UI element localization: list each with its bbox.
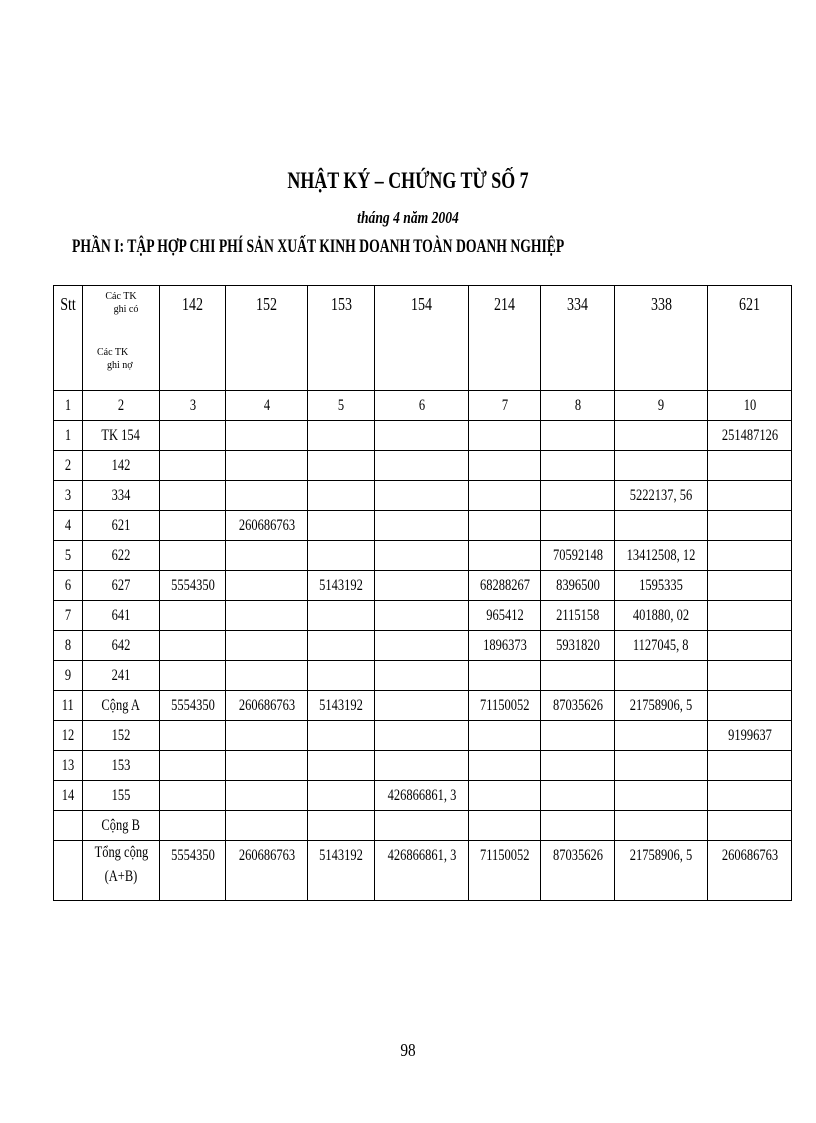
row-account: 152 <box>83 721 160 751</box>
amount-cell <box>708 511 792 541</box>
amount-cell <box>375 691 469 721</box>
row-account: 155 <box>83 781 160 811</box>
row-stt: 14 <box>54 781 83 811</box>
amount-cell <box>226 631 308 661</box>
column-number: 8 <box>541 391 615 421</box>
amount-cell <box>308 451 375 481</box>
amount-cell <box>541 421 615 451</box>
total-amount-cell: 260686763 <box>226 841 308 901</box>
row-account: 627 <box>83 571 160 601</box>
total-amount-cell: 260686763 <box>708 841 792 901</box>
amount-cell <box>375 721 469 751</box>
amount-cell <box>226 781 308 811</box>
amount-cell <box>226 751 308 781</box>
journal-table <box>53 285 792 901</box>
amount-cell: 251487126 <box>708 421 792 451</box>
amount-cell <box>226 481 308 511</box>
total-label: Tổng cộng (A+B) <box>83 841 160 901</box>
section-heading: PHẦN I: TẬP HỢP CHI PHÍ SẢN XUẤT KINH DOANH TOÀN DOANH NGHIỆP <box>72 236 565 257</box>
row-stt: 1 <box>54 421 83 451</box>
amount-cell <box>541 721 615 751</box>
account-header: 154 <box>375 286 469 391</box>
amount-cell <box>708 811 792 841</box>
amount-cell <box>708 781 792 811</box>
amount-cell <box>615 811 708 841</box>
table-row <box>54 541 792 571</box>
amount-cell <box>375 601 469 631</box>
amount-cell <box>375 481 469 511</box>
amount-cell <box>615 511 708 541</box>
column-number: 3 <box>160 391 226 421</box>
amount-cell: 1127045, 8 <box>615 631 708 661</box>
amount-cell: 5143192 <box>308 691 375 721</box>
row-stt: 8 <box>54 631 83 661</box>
amount-cell <box>308 721 375 751</box>
amount-cell: 87035626 <box>541 691 615 721</box>
amount-cell <box>469 451 541 481</box>
amount-cell <box>708 541 792 571</box>
amount-cell <box>541 811 615 841</box>
amount-cell <box>541 481 615 511</box>
amount-cell <box>308 811 375 841</box>
amount-cell <box>226 661 308 691</box>
row-stt: 6 <box>54 571 83 601</box>
table-row <box>54 421 792 451</box>
amount-cell <box>160 631 226 661</box>
amount-cell: 13412508, 12 <box>615 541 708 571</box>
row-stt: 7 <box>54 601 83 631</box>
account-header: 214 <box>469 286 541 391</box>
row-account: 641 <box>83 601 160 631</box>
table-row <box>54 781 792 811</box>
amount-cell: 401880, 02 <box>615 601 708 631</box>
amount-cell: 8396500 <box>541 571 615 601</box>
amount-cell <box>375 811 469 841</box>
credit-label: Các TK ghi có <box>105 291 139 315</box>
account-header: 142 <box>160 286 226 391</box>
total-amount-cell: 5554350 <box>160 841 226 901</box>
amount-cell <box>160 511 226 541</box>
table-row <box>54 751 792 781</box>
table-row <box>54 721 792 751</box>
table-row <box>54 451 792 481</box>
amount-cell <box>469 721 541 751</box>
column-number: 10 <box>708 391 792 421</box>
total-amount-cell: 71150052 <box>469 841 541 901</box>
table-row <box>54 511 792 541</box>
amount-cell <box>160 661 226 691</box>
table-row <box>54 481 792 511</box>
amount-cell <box>708 481 792 511</box>
amount-cell: 965412 <box>469 601 541 631</box>
amount-cell: 68288267 <box>469 571 541 601</box>
amount-cell <box>226 601 308 631</box>
column-number: 2 <box>83 391 160 421</box>
account-header: 334 <box>541 286 615 391</box>
amount-cell <box>160 781 226 811</box>
amount-cell: 71150052 <box>469 691 541 721</box>
row-stt: 2 <box>54 451 83 481</box>
amount-cell <box>226 571 308 601</box>
amount-cell <box>708 601 792 631</box>
row-account: 642 <box>83 631 160 661</box>
table-row <box>54 601 792 631</box>
table-row <box>54 691 792 721</box>
amount-cell <box>375 541 469 571</box>
amount-cell <box>615 751 708 781</box>
table-row <box>54 811 792 841</box>
amount-cell <box>469 421 541 451</box>
amount-cell <box>160 541 226 571</box>
table-row <box>54 661 792 691</box>
amount-cell <box>469 481 541 511</box>
row-stt: 12 <box>54 721 83 751</box>
row-account: 241 <box>83 661 160 691</box>
table-row <box>54 571 792 601</box>
amount-cell <box>615 661 708 691</box>
amount-cell <box>308 631 375 661</box>
amount-cell: 260686763 <box>226 511 308 541</box>
amount-cell <box>708 451 792 481</box>
amount-cell <box>226 421 308 451</box>
column-number: 1 <box>54 391 83 421</box>
amount-cell <box>308 781 375 811</box>
table-row <box>54 631 792 661</box>
amount-cell <box>615 421 708 451</box>
amount-cell <box>541 511 615 541</box>
row-stt: 5 <box>54 541 83 571</box>
amount-cell <box>308 751 375 781</box>
amount-cell <box>160 721 226 751</box>
amount-cell: 5931820 <box>541 631 615 661</box>
row-account: TK 154 <box>83 421 160 451</box>
amount-cell <box>226 811 308 841</box>
amount-cell: 1896373 <box>469 631 541 661</box>
amount-cell <box>375 631 469 661</box>
amount-cell <box>375 661 469 691</box>
document-title: NHẬT KÝ – CHỨNG TỪ SỐ 7 <box>287 168 529 193</box>
amount-cell <box>160 811 226 841</box>
amount-cell: 2115158 <box>541 601 615 631</box>
amount-cell <box>308 541 375 571</box>
amount-cell: 1595335 <box>615 571 708 601</box>
page-number: 98 <box>400 1040 416 1060</box>
amount-cell <box>160 751 226 781</box>
amount-cell <box>308 511 375 541</box>
row-account: 621 <box>83 511 160 541</box>
row-stt: 4 <box>54 511 83 541</box>
amount-cell: 5554350 <box>160 691 226 721</box>
amount-cell <box>226 541 308 571</box>
amount-cell <box>160 451 226 481</box>
row-stt <box>54 841 83 901</box>
corner-cell <box>83 286 160 391</box>
account-header: 621 <box>708 286 792 391</box>
amount-cell: 21758906, 5 <box>615 691 708 721</box>
column-number: 4 <box>226 391 308 421</box>
amount-cell <box>375 751 469 781</box>
document-subtitle: tháng 4 năm 2004 <box>357 208 459 227</box>
column-number: 6 <box>375 391 469 421</box>
header-row <box>54 286 792 391</box>
amount-cell <box>160 421 226 451</box>
amount-cell <box>615 781 708 811</box>
amount-cell <box>226 451 308 481</box>
amount-cell <box>469 541 541 571</box>
total-amount-cell: 426866861, 3 <box>375 841 469 901</box>
amount-cell <box>708 661 792 691</box>
amount-cell <box>708 691 792 721</box>
amount-cell: 260686763 <box>226 691 308 721</box>
amount-cell <box>615 721 708 751</box>
row-stt: 3 <box>54 481 83 511</box>
amount-cell <box>375 421 469 451</box>
amount-cell <box>160 481 226 511</box>
amount-cell <box>375 571 469 601</box>
column-number: 5 <box>308 391 375 421</box>
total-amount-cell: 5143192 <box>308 841 375 901</box>
amount-cell <box>160 601 226 631</box>
amount-cell <box>708 751 792 781</box>
amount-cell <box>615 451 708 481</box>
row-account: Cộng B <box>83 811 160 841</box>
total-amount-cell: 21758906, 5 <box>615 841 708 901</box>
amount-cell: 9199637 <box>708 721 792 751</box>
amount-cell <box>469 751 541 781</box>
amount-cell <box>469 811 541 841</box>
row-stt: 9 <box>54 661 83 691</box>
amount-cell: 70592148 <box>541 541 615 571</box>
account-header: 338 <box>615 286 708 391</box>
amount-cell <box>708 631 792 661</box>
amount-cell: 5222137, 56 <box>615 481 708 511</box>
amount-cell <box>375 451 469 481</box>
account-header: 153 <box>308 286 375 391</box>
row-account: 622 <box>83 541 160 571</box>
account-header: 152 <box>226 286 308 391</box>
amount-cell: 426866861, 3 <box>375 781 469 811</box>
amount-cell <box>469 511 541 541</box>
total-amount-cell: 87035626 <box>541 841 615 901</box>
amount-cell <box>308 421 375 451</box>
amount-cell <box>375 511 469 541</box>
amount-cell <box>226 721 308 751</box>
amount-cell <box>308 481 375 511</box>
stt-header: Stt <box>54 286 83 391</box>
amount-cell <box>308 601 375 631</box>
amount-cell <box>541 781 615 811</box>
amount-cell <box>308 661 375 691</box>
amount-cell <box>541 661 615 691</box>
column-number: 7 <box>469 391 541 421</box>
row-stt: 11 <box>54 691 83 721</box>
row-account: 142 <box>83 451 160 481</box>
amount-cell <box>541 451 615 481</box>
amount-cell <box>469 781 541 811</box>
row-account: 334 <box>83 481 160 511</box>
amount-cell: 5143192 <box>308 571 375 601</box>
amount-cell <box>469 661 541 691</box>
total-row <box>54 841 792 901</box>
column-number: 9 <box>615 391 708 421</box>
row-stt <box>54 811 83 841</box>
amount-cell: 5554350 <box>160 571 226 601</box>
column-number-row <box>54 391 792 421</box>
row-stt: 13 <box>54 751 83 781</box>
amount-cell <box>708 571 792 601</box>
amount-cell <box>541 751 615 781</box>
debit-label: Các TK ghi nợ <box>97 347 133 371</box>
row-account: Cộng A <box>83 691 160 721</box>
row-account: 153 <box>83 751 160 781</box>
